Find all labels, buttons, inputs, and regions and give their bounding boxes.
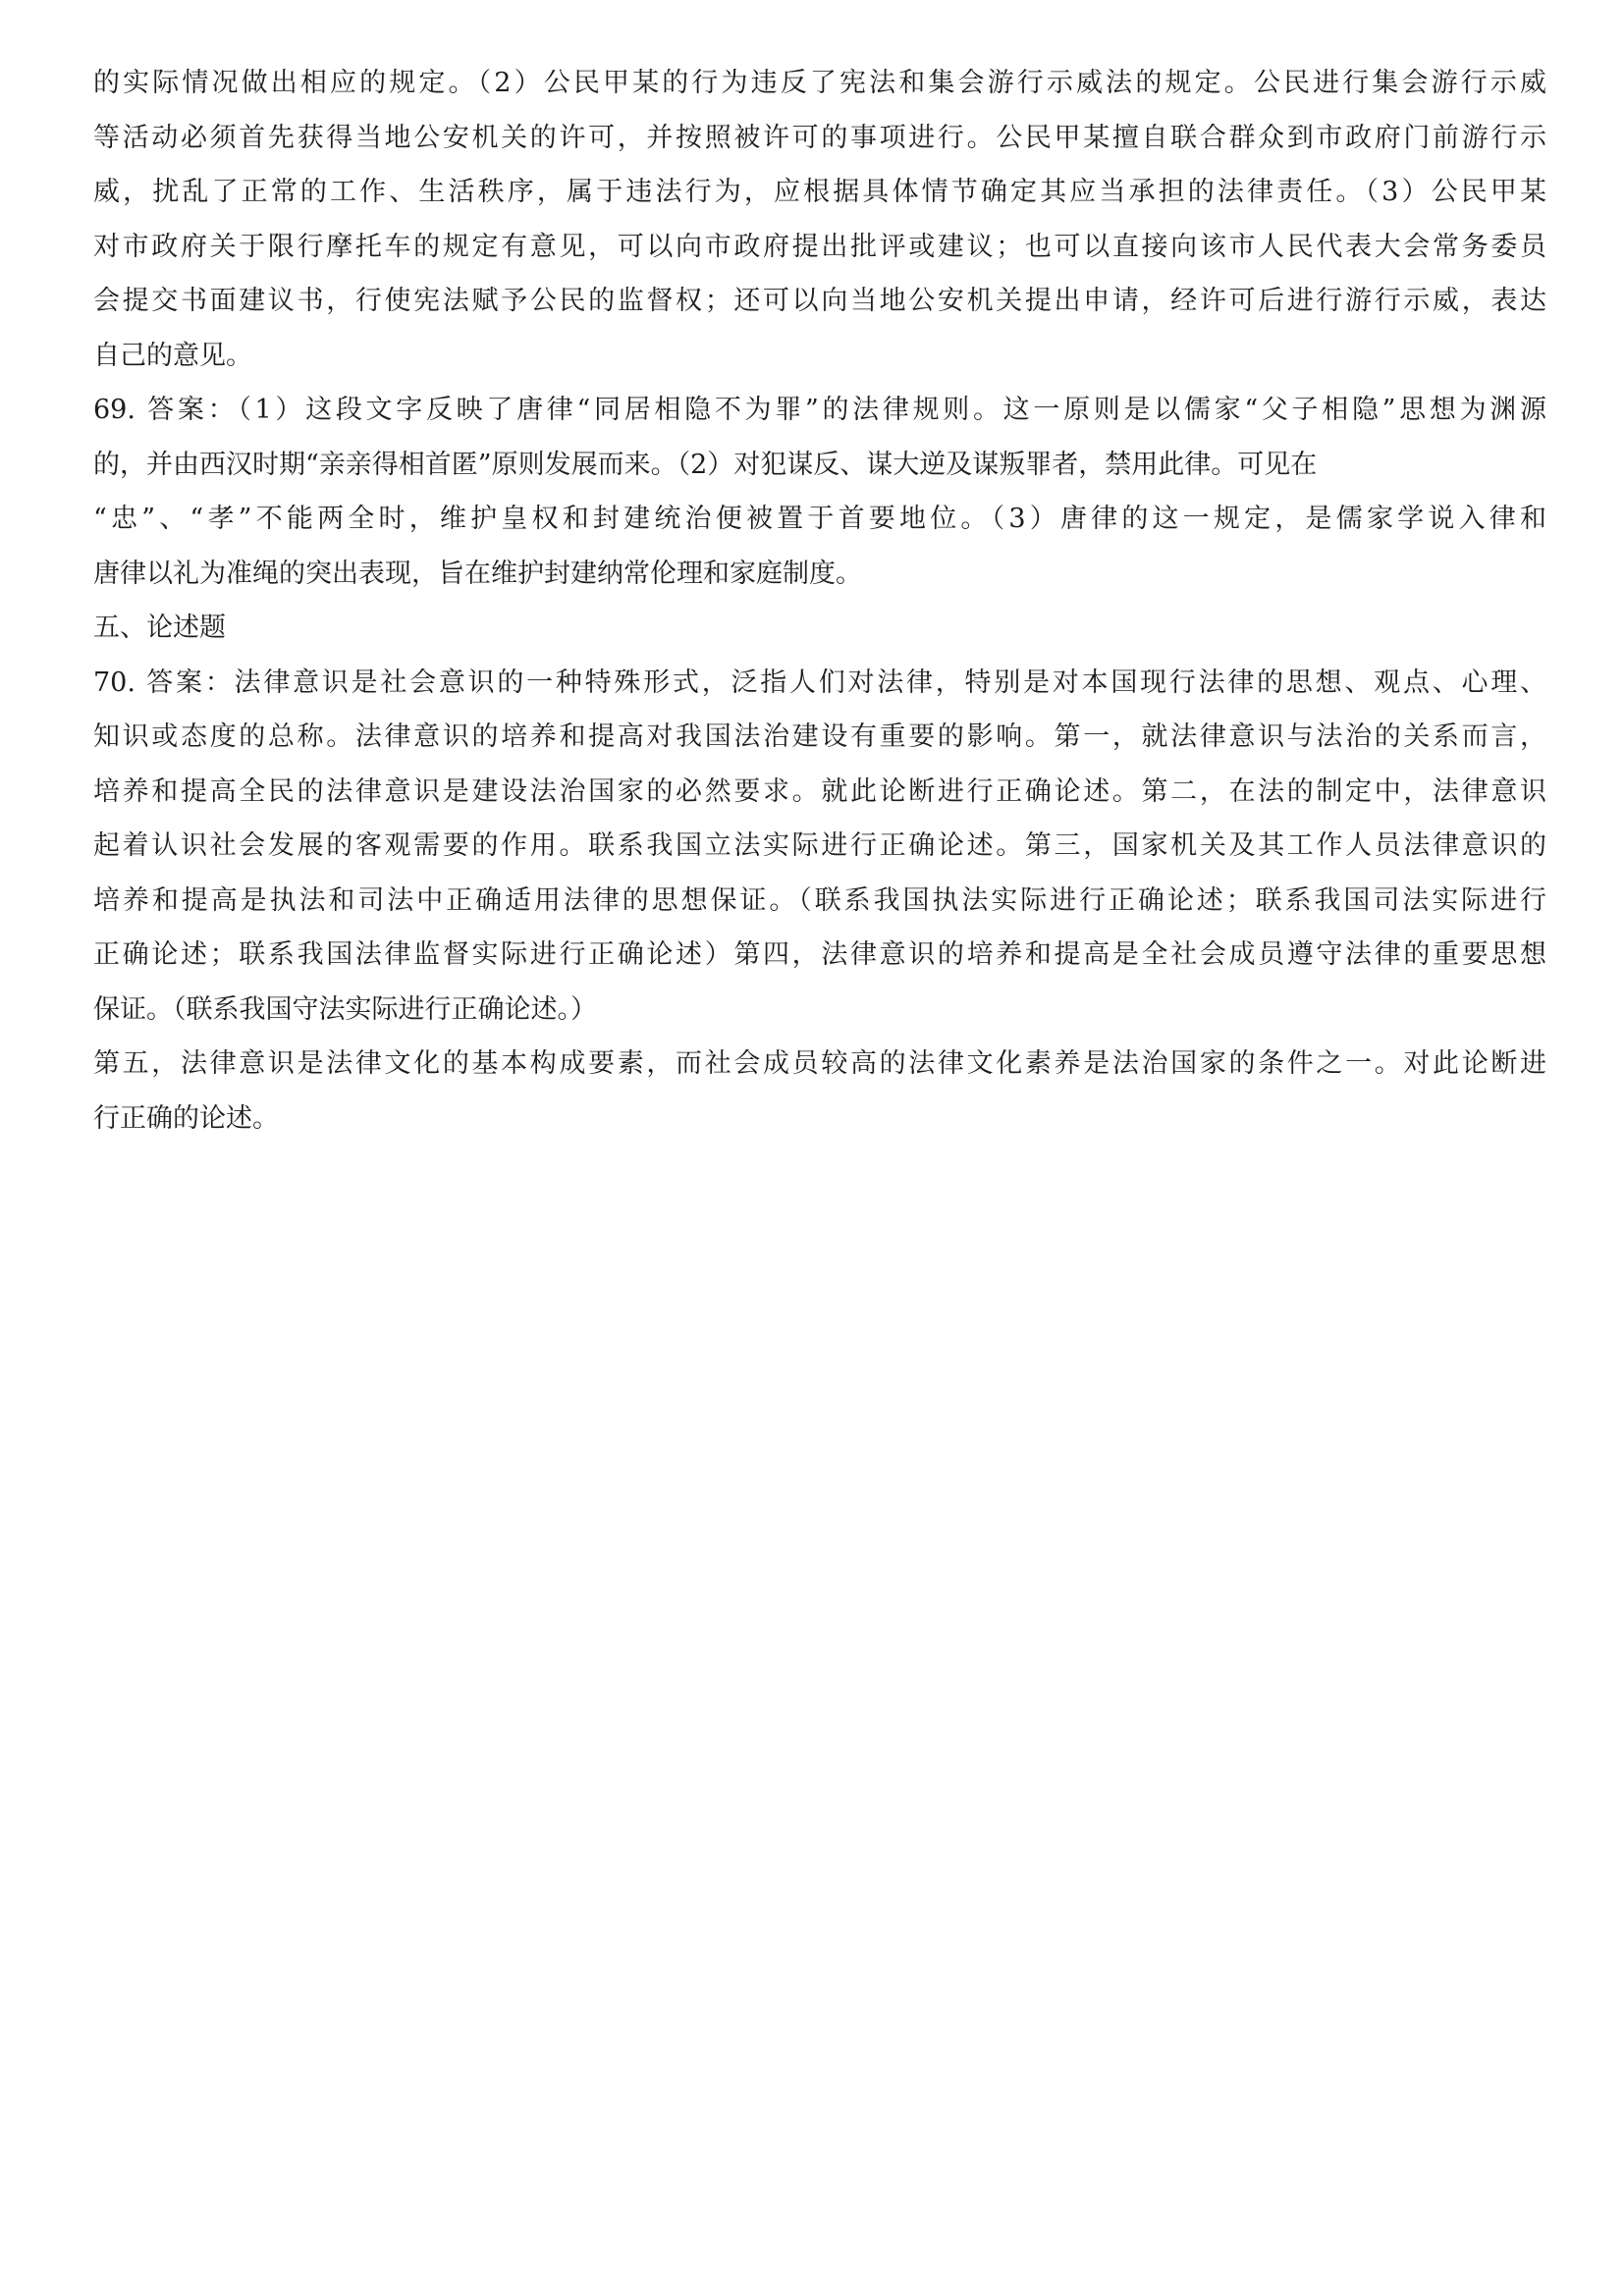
text-line: 会提交书面建议书，行使宪法赋予公民的监督权；还可以向当地公安机关提出申请，经许可后进行游行示威，表达: [93, 286, 1546, 316]
text-line: 知识或态度的总称。法律意识的培养和提高对我国法治建设有重要的影响。第一，就法律意识与法治的关系而言，: [93, 721, 1546, 752]
text-line: 的实际情况做出相应的规定。（2）公民甲某的行为违反了宪法和集会游行示威法的规定。公民进行集会游行示威: [93, 68, 1546, 98]
text-line: 的，并由西汉时期“亲亲得相首匿”原则发展而来。（2）对犯谋反、谋大逆及谋叛罪者，禁用此律。可见在: [93, 449, 1318, 480]
answer-69: [93, 383, 1546, 601]
text-line: 自己的意见。: [93, 340, 252, 371]
text-line: 培养和提高是执法和司法中正确适用法律的思想保证。（联系我国执法实际进行正确论述；联系我国司法实际进行: [93, 884, 1546, 916]
text-line: 起着认识社会发展的客观需要的作用。联系我国立法实际进行正确论述。第三，国家机关及其工作人员法律意识的: [93, 830, 1546, 861]
answer-70-final-point: [93, 1037, 1546, 1146]
document-body: [93, 56, 1546, 1146]
text-line: 对市政府关于限行摩托车的规定有意见，可以向市政府提出批评或建议；也可以直接向该市人民代表大会常务委员: [93, 231, 1546, 262]
text-line: 正确论述；联系我国法律监督实际进行正确论述）第四，法律意识的培养和提高是全社会成员遵守法律的重要思想: [93, 939, 1546, 970]
answer-70: [93, 656, 1546, 1038]
text-line: 等活动必须首先获得当地公安机关的许可，并按照被许可的事项进行。公民甲某擅自联合群众到市政府门前游行示: [93, 122, 1546, 153]
text-line: 培养和提高全民的法律意识是建设法治国家的必然要求。就此论断进行正确论述。第二，在法的制定中，法律意识: [93, 775, 1546, 807]
answer-68-continuation: [93, 56, 1546, 383]
text-line: 威，扰乱了正常的工作、生活秩序，属于违法行为，应根据具体情节确定其应当承担的法律责任。（3）公民甲某: [93, 177, 1546, 207]
text-line: “忠”、“孝”不能两全时，维护皇权和封建统治便被置于首要地位。（3）唐律的这一规定，是儒家学说入律和: [93, 504, 1546, 534]
text-line: 保证。（联系我国守法实际进行正确论述。）: [93, 993, 597, 1025]
text-line: 行正确的论述。: [93, 1102, 279, 1134]
text-line: 70. 答案：法律意识是社会意识的一种特殊形式，泛指人们对法律，特别是对本国现行法律的思想、观点、心理、: [93, 667, 1546, 698]
section-heading: 五、论述题: [93, 613, 226, 643]
text-line: 唐律以礼为准绳的突出表现，旨在维护封建纳常伦理和家庭制度。: [93, 558, 862, 589]
text-line: 第五，法律意识是法律文化的基本构成要素，而社会成员较高的法律文化素养是法治国家的条件之一。对此论断进: [93, 1048, 1546, 1079]
text-line: 69. 答案：（1）这段文字反映了唐律“同居相隐不为罪”的法律规则。这一原则是以儒家“父子相隐”思想为渊源: [93, 395, 1546, 425]
